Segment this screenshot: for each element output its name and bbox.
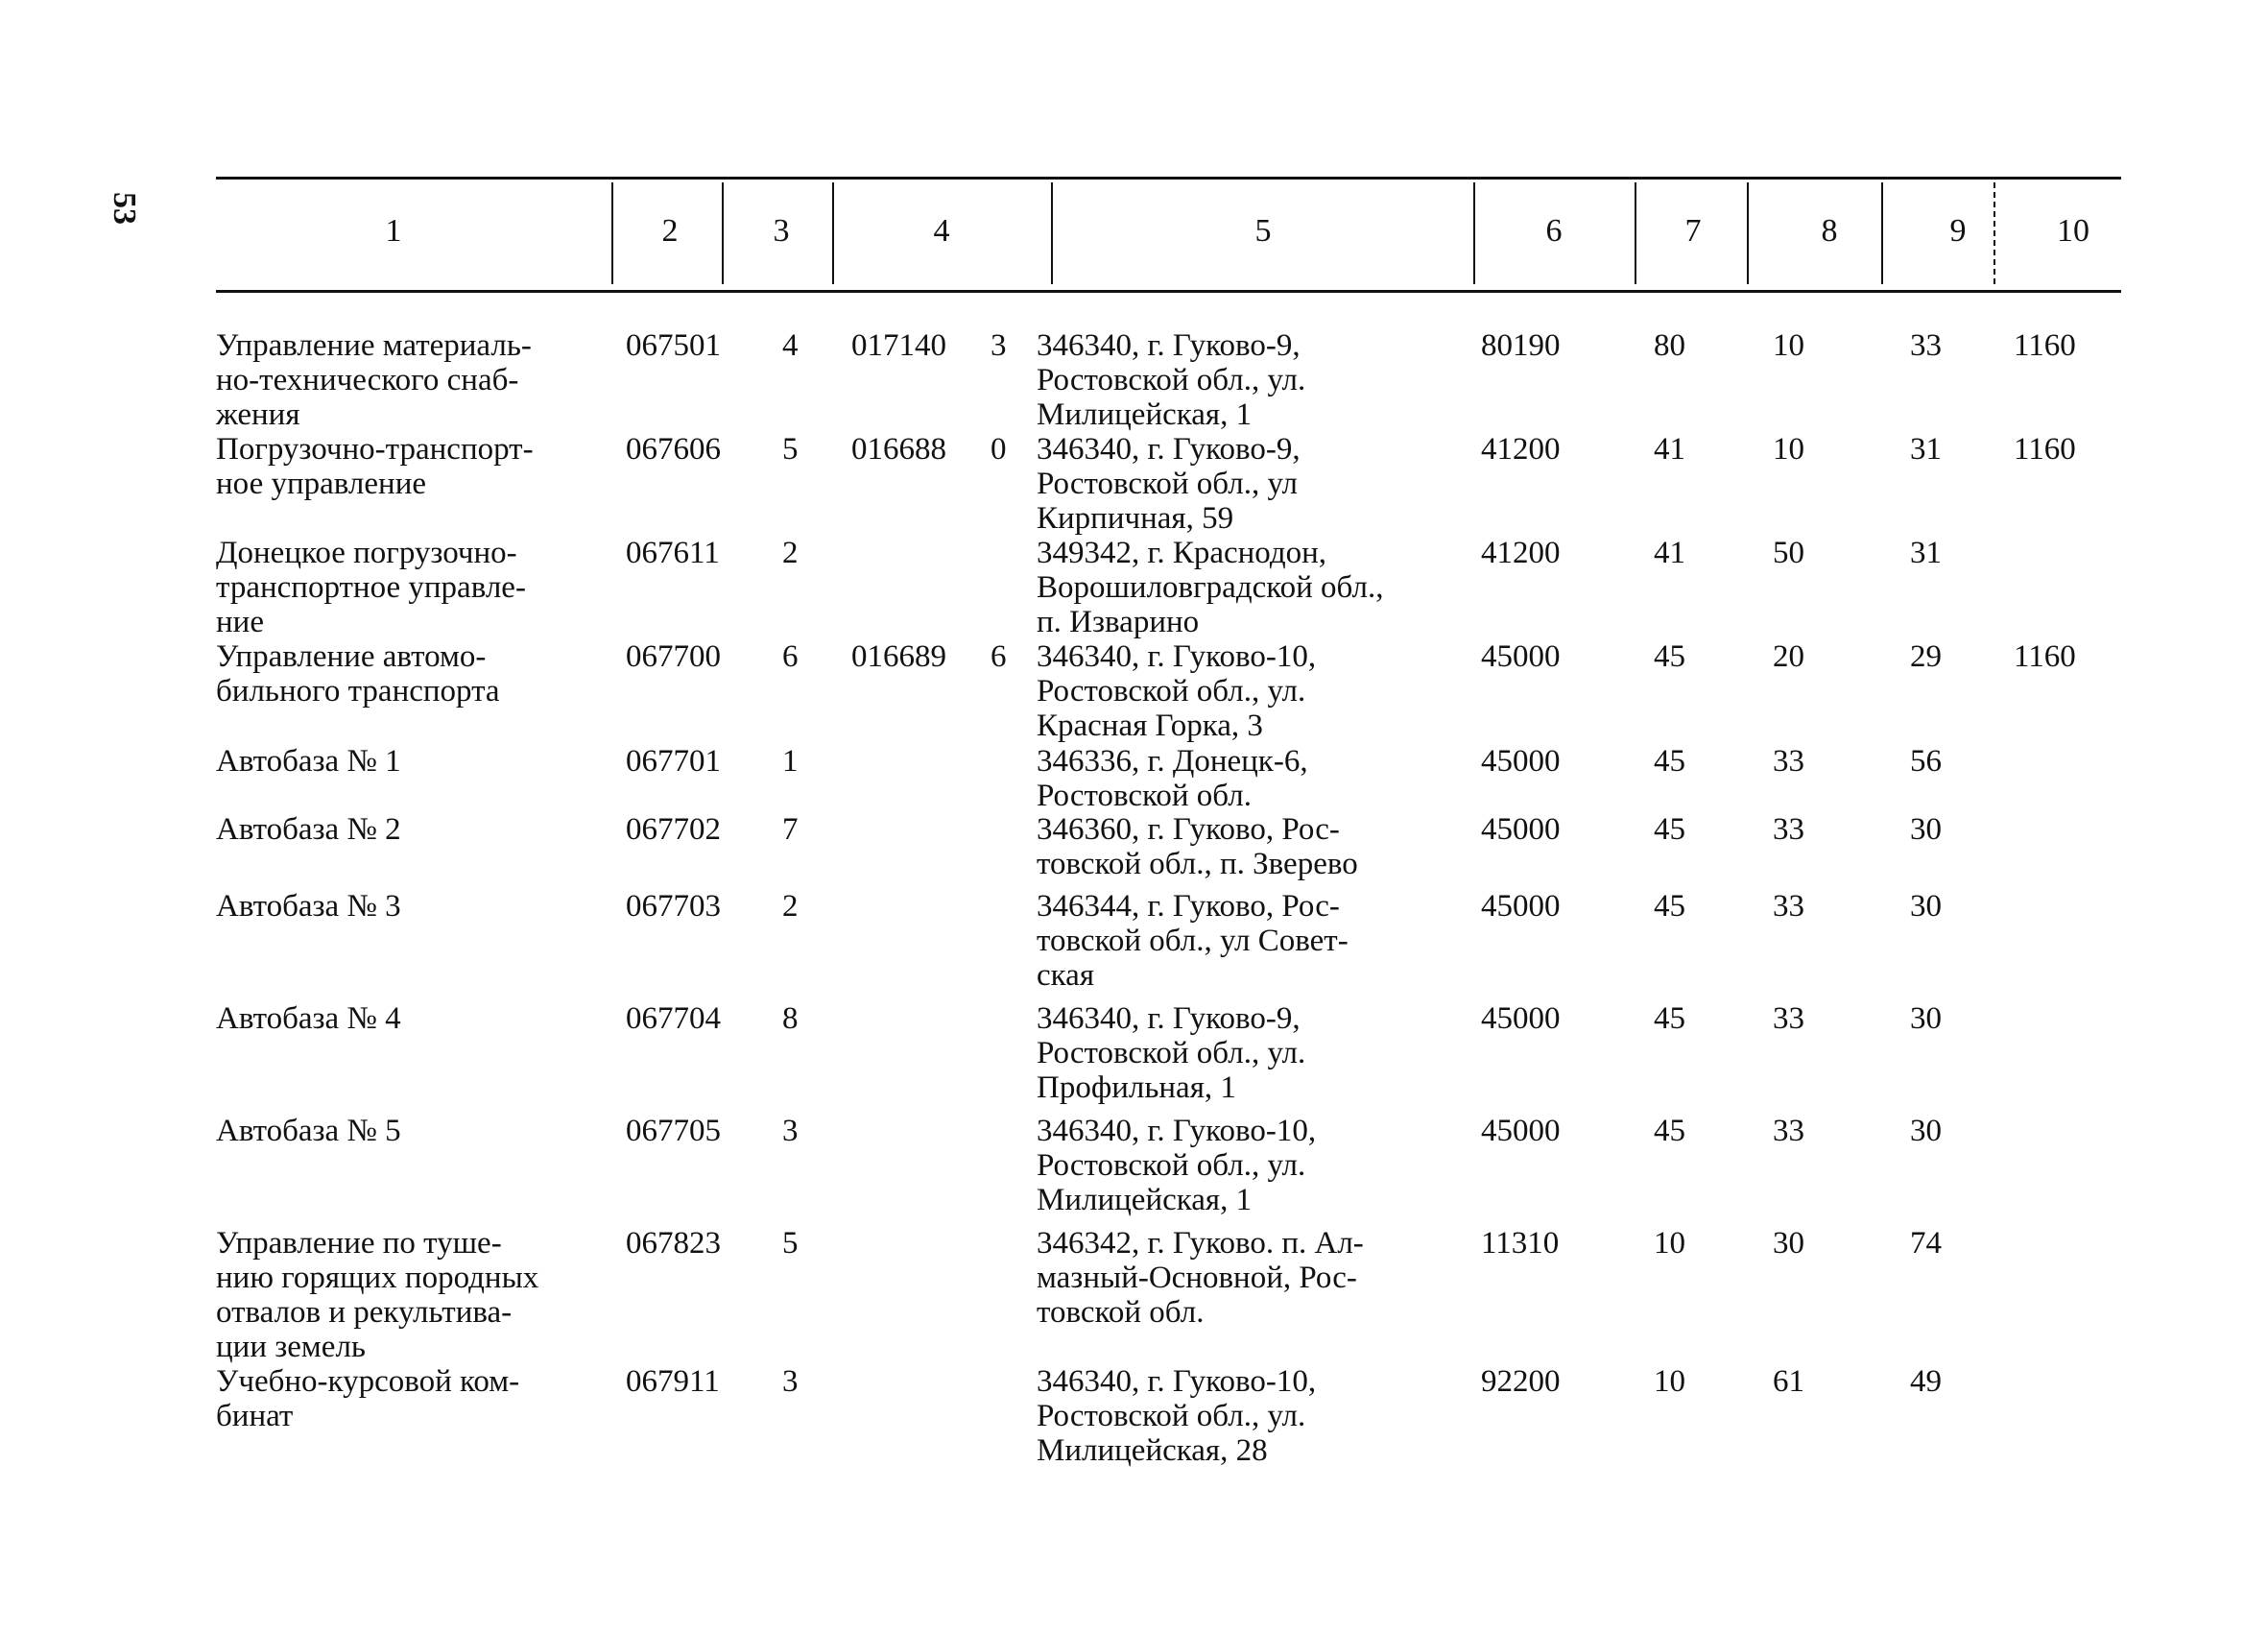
column-7-value: 10 — [1654, 1364, 1685, 1399]
column-9-value: 31 — [1910, 432, 1942, 467]
column-9-value: 30 — [1910, 889, 1942, 924]
address: 346360, г. Гуково, Рос- товской обл., п. Зверево — [1037, 812, 1358, 881]
column-divider — [722, 182, 724, 284]
column-10-value: 1160 — [2014, 328, 2076, 363]
organization-name: Управление материаль- но-технического снаб- жения — [216, 328, 532, 432]
column-divider — [1993, 182, 1995, 284]
column-header-3: 3 — [773, 213, 790, 249]
organization-name: Автобаза № 2 — [216, 812, 401, 847]
column-header-4: 4 — [933, 213, 950, 249]
column-7-value: 41 — [1654, 432, 1685, 467]
organization-name: Погрузочно-транспорт- ное управление — [216, 432, 534, 501]
column-6-value: 41200 — [1481, 536, 1561, 570]
organization-name: Управление по туше- нию горящих породных отвалов и рекультива- ции земель — [216, 1226, 539, 1364]
address: 346344, г. Гуково, Рос- товской обл., ул Совет- ская — [1037, 889, 1349, 993]
column-3-value: 6 — [782, 639, 799, 674]
column-7-value: 45 — [1654, 812, 1685, 847]
column-9-value: 33 — [1910, 328, 1942, 363]
column-7-value: 45 — [1654, 639, 1685, 674]
column-9-value: 49 — [1910, 1364, 1942, 1399]
table-header-rule — [216, 290, 2121, 293]
address: 346340, г. Гуково-9, Ростовской обл., ул Кирпичная, 59 — [1037, 432, 1301, 536]
column-7-value: 41 — [1654, 536, 1685, 570]
address: 346340, г. Гуково-10, Ростовской обл., ул. Милицейская, 28 — [1037, 1364, 1317, 1468]
organization-name: Учебно-курсовой ком- бинат — [216, 1364, 520, 1433]
column-4-check-digit: 0 — [991, 432, 1007, 467]
column-7-value: 80 — [1654, 328, 1685, 363]
address: 346342, г. Гуково. п. Ал- мазный-Основной, Рос- товской обл. — [1037, 1226, 1364, 1330]
column-6-value: 92200 — [1481, 1364, 1561, 1399]
column-6-value: 45000 — [1481, 812, 1561, 847]
column-3-value: 2 — [782, 536, 799, 570]
address: 346336, г. Донецк-6, Ростовской обл. — [1037, 744, 1308, 813]
column-3-value: 4 — [782, 328, 799, 363]
column-header-5: 5 — [1254, 213, 1272, 249]
column-8-value: 33 — [1773, 812, 1804, 847]
organization-name: Автобаза № 4 — [216, 1001, 401, 1036]
column-8-value: 50 — [1773, 536, 1804, 570]
page-number: 53 — [107, 192, 142, 225]
organization-name: Управление автомо- бильного транспорта — [216, 639, 500, 709]
column-8-value: 10 — [1773, 328, 1804, 363]
table-top-rule — [216, 177, 2121, 180]
column-header-9: 9 — [1949, 213, 1967, 249]
column-6-value: 11310 — [1481, 1226, 1560, 1261]
column-9-value: 30 — [1910, 1001, 1942, 1036]
column-header-2: 2 — [661, 213, 679, 249]
column-9-value: 29 — [1910, 639, 1942, 674]
column-3-value: 1 — [782, 744, 799, 779]
column-6-value: 45000 — [1481, 639, 1561, 674]
organization-code: 067701 — [626, 744, 721, 779]
address: 346340, г. Гуково-9, Ростовской обл., ул. Милицейская, 1 — [1037, 328, 1306, 432]
column-7-value: 45 — [1654, 889, 1685, 924]
column-7-value: 45 — [1654, 744, 1685, 779]
column-8-value: 33 — [1773, 744, 1804, 779]
organization-name: Автобаза № 3 — [216, 889, 401, 924]
organization-name: Донецкое погрузочно- транспортное управле- ние — [216, 536, 526, 639]
column-6-value: 45000 — [1481, 1001, 1561, 1036]
column-3-value: 5 — [782, 432, 799, 467]
column-7-value: 45 — [1654, 1114, 1685, 1148]
column-divider — [1473, 182, 1475, 284]
column-4-number: 017140 — [851, 328, 946, 363]
column-header-10: 10 — [2057, 213, 2089, 249]
organization-code: 067702 — [626, 812, 721, 847]
column-divider — [1881, 182, 1883, 284]
column-9-value: 30 — [1910, 812, 1942, 847]
organization-code: 067700 — [626, 639, 721, 674]
address: 346340, г. Гуково-10, Ростовской обл., ул. Милицейская, 1 — [1037, 1114, 1317, 1217]
column-8-value: 33 — [1773, 1001, 1804, 1036]
column-4-number: 016688 — [851, 432, 946, 467]
column-header-1: 1 — [385, 213, 402, 249]
organization-code: 067823 — [626, 1226, 721, 1261]
organization-code: 067501 — [626, 328, 721, 363]
organization-name: Автобаза № 1 — [216, 744, 401, 779]
address: 349342, г. Краснодон, Ворошиловградской обл., п. Изварино — [1037, 536, 1384, 639]
column-8-value: 33 — [1773, 889, 1804, 924]
column-7-value: 10 — [1654, 1226, 1685, 1261]
column-6-value: 45000 — [1481, 889, 1561, 924]
column-4-check-digit: 3 — [991, 328, 1007, 363]
column-8-value: 10 — [1773, 432, 1804, 467]
column-3-value: 3 — [782, 1364, 799, 1399]
column-3-value: 2 — [782, 889, 799, 924]
organization-name: Автобаза № 5 — [216, 1114, 401, 1148]
column-divider — [611, 182, 613, 284]
column-3-value: 5 — [782, 1226, 799, 1261]
column-8-value: 61 — [1773, 1364, 1804, 1399]
column-divider — [1051, 182, 1053, 284]
organization-code: 067606 — [626, 432, 721, 467]
column-divider — [1747, 182, 1749, 284]
column-divider — [1635, 182, 1636, 284]
column-6-value: 41200 — [1481, 432, 1561, 467]
column-3-value: 7 — [782, 812, 799, 847]
column-divider — [832, 182, 834, 284]
column-header-7: 7 — [1684, 213, 1702, 249]
column-4-check-digit: 6 — [991, 639, 1007, 674]
column-8-value: 33 — [1773, 1114, 1804, 1148]
column-9-value: 30 — [1910, 1114, 1942, 1148]
column-header-6: 6 — [1545, 213, 1563, 249]
column-7-value: 45 — [1654, 1001, 1685, 1036]
column-9-value: 56 — [1910, 744, 1942, 779]
column-10-value: 1160 — [2014, 639, 2076, 674]
column-8-value: 20 — [1773, 639, 1804, 674]
column-6-value: 45000 — [1481, 744, 1561, 779]
organization-code: 067704 — [626, 1001, 721, 1036]
address: 346340, г. Гуково-10, Ростовской обл., ул. Красная Горка, 3 — [1037, 639, 1317, 743]
column-3-value: 3 — [782, 1114, 799, 1148]
column-header-8: 8 — [1821, 213, 1838, 249]
organization-code: 067911 — [626, 1364, 720, 1399]
column-9-value: 31 — [1910, 536, 1942, 570]
column-10-value: 1160 — [2014, 432, 2076, 467]
organization-code: 067705 — [626, 1114, 721, 1148]
column-4-number: 016689 — [851, 639, 946, 674]
column-8-value: 30 — [1773, 1226, 1804, 1261]
column-6-value: 45000 — [1481, 1114, 1561, 1148]
column-9-value: 74 — [1910, 1226, 1942, 1261]
column-3-value: 8 — [782, 1001, 799, 1036]
organization-code: 067703 — [626, 889, 721, 924]
organization-code: 067611 — [626, 536, 720, 570]
column-6-value: 80190 — [1481, 328, 1561, 363]
address: 346340, г. Гуково-9, Ростовской обл., ул. Профильная, 1 — [1037, 1001, 1306, 1105]
